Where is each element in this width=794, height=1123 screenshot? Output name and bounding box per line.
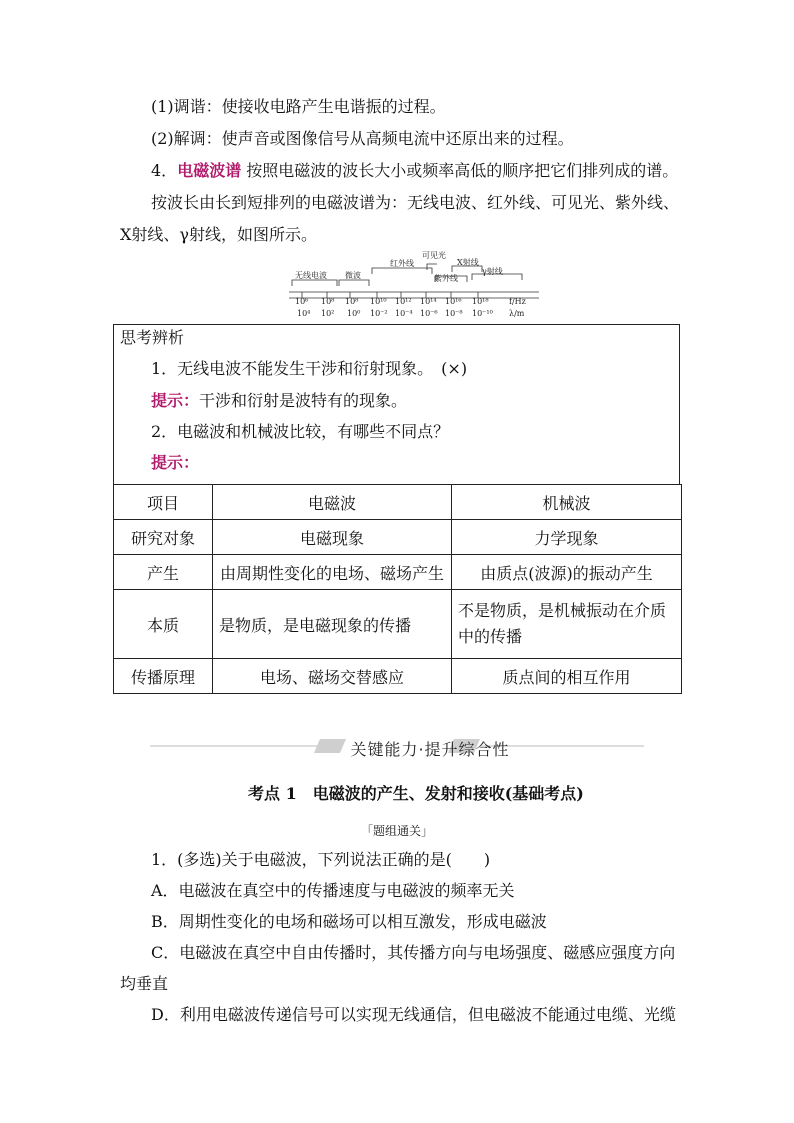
freq-tick: 10⁸: [345, 297, 359, 306]
wavelength-ticks: [297, 309, 525, 318]
band-ultraviolet: 紫外线: [434, 274, 458, 283]
option-b: B．周期性变化的电场和磁场可以相互激发，形成电磁波: [151, 912, 547, 931]
wave-tick: 10⁻⁴: [395, 309, 413, 318]
hint-label: 提示：: [151, 453, 200, 472]
wave-tick: 10⁰: [347, 309, 361, 318]
think-hint-1: [151, 391, 407, 411]
freq-tick: 10¹⁸: [472, 297, 489, 306]
group-tag: 「题组通关」: [360, 824, 433, 838]
table-cell: 产生: [113, 554, 213, 590]
freq-tick: 10¹⁴: [420, 297, 437, 306]
spectrum-order-line-2: X射线、γ射线，如图所示。: [120, 225, 317, 244]
wave-tick: 10⁻⁸: [445, 309, 463, 318]
band-microwave: 微波: [345, 271, 361, 280]
band-gamma: γ射线: [482, 267, 503, 276]
freq-tick: 10¹²: [395, 297, 412, 306]
hint-text: 干涉和衍射是波特有的现象。: [199, 391, 408, 410]
table-header: 电磁波: [212, 484, 452, 520]
freq-tick: 10¹⁰: [370, 297, 387, 306]
kaodian-title: 考点 1 电磁波的产生、发射和接收(基础考点): [248, 784, 584, 803]
think-question-1: 1．无线电波不能发生干涉和衍射现象。 (×): [151, 359, 468, 378]
table-header: 项目: [113, 484, 213, 520]
wave-axis-label: λ/m: [509, 309, 525, 318]
wave-tick: 10⁴: [297, 309, 311, 318]
table-header: 机械波: [451, 484, 682, 520]
table-cell: 本质: [113, 589, 213, 659]
tuning-line: (1)调谐：使接收电路产生电谐振的过程。: [151, 97, 446, 116]
em-spectrum-figure: [287, 246, 542, 322]
definition-text: 按照电磁波的波长大小或频率高低的顺序把它们排列成的谱。: [246, 161, 679, 180]
table-cell: 质点间的相互作用: [451, 658, 682, 694]
wave-tick: 10⁻⁶: [420, 309, 438, 318]
think-hint-2: [151, 453, 199, 473]
table-cell: 由质点(波源)的振动产生: [451, 554, 682, 590]
section-banner-title: 关键能力·提升综合性: [350, 740, 510, 759]
spectrum-order-line: 按波长由长到短排列的电磁波谱为：无线电波、红外线、可见光、紫外线、: [151, 193, 680, 212]
band-xray: X射线: [457, 258, 479, 267]
table-cell: 电磁现象: [212, 519, 452, 555]
band-radio: 无线电波: [295, 271, 327, 280]
table-cell: 研究对象: [113, 519, 213, 555]
band-infrared: 红外线: [390, 259, 414, 268]
freq-axis-label: f/Hz: [509, 297, 526, 306]
option-d: D．利用电磁波传递信号可以实现无线通信，但电磁波不能通过电缆、光缆: [151, 1005, 676, 1024]
freq-tick: 10⁶: [295, 297, 309, 306]
table-cell: 由周期性变化的电场、磁场产生: [212, 554, 452, 590]
item-number: 4．: [151, 161, 178, 180]
comparison-table: [113, 484, 682, 694]
table-cell: 是物质，是电磁现象的传播: [212, 589, 452, 659]
question-stem: 1．(多选)关于电磁波，下列说法正确的是( ): [151, 850, 491, 869]
option-a: A．电磁波在真空中的传播速度与电磁波的频率无关: [151, 881, 515, 900]
demodulation-line: (2)解调：使声音或图像信号从高频电流中还原出来的过程。: [151, 129, 574, 148]
spectrum-definition: [151, 161, 678, 181]
table-cell: 不是物质，是机械振动在介质中的传播: [451, 589, 682, 659]
think-question-2: 2．电磁波和机械波比较，有哪些不同点？: [151, 422, 450, 441]
keyword-spectrum: 电磁波谱: [177, 161, 242, 180]
freq-tick: 10⁸: [321, 297, 335, 306]
option-c-continued: 均垂直: [120, 974, 169, 993]
wave-tick: 10⁻²: [370, 309, 388, 318]
table-cell: 电场、磁场交替感应: [212, 658, 452, 694]
wave-tick: 10²: [321, 309, 335, 318]
hint-label: 提示：: [151, 391, 200, 410]
wave-tick: 10⁻¹⁰: [472, 309, 493, 318]
table-cell: 传播原理: [113, 658, 213, 694]
table-cell: 力学现象: [451, 519, 682, 555]
band-visible: 可见光: [422, 251, 446, 260]
think-title: 思考辨析: [120, 328, 185, 347]
freq-tick: 10¹⁶: [445, 297, 462, 306]
option-c: C．电磁波在真空中自由传播时，其传播方向与电场强度、磁感应强度方向: [151, 943, 676, 962]
